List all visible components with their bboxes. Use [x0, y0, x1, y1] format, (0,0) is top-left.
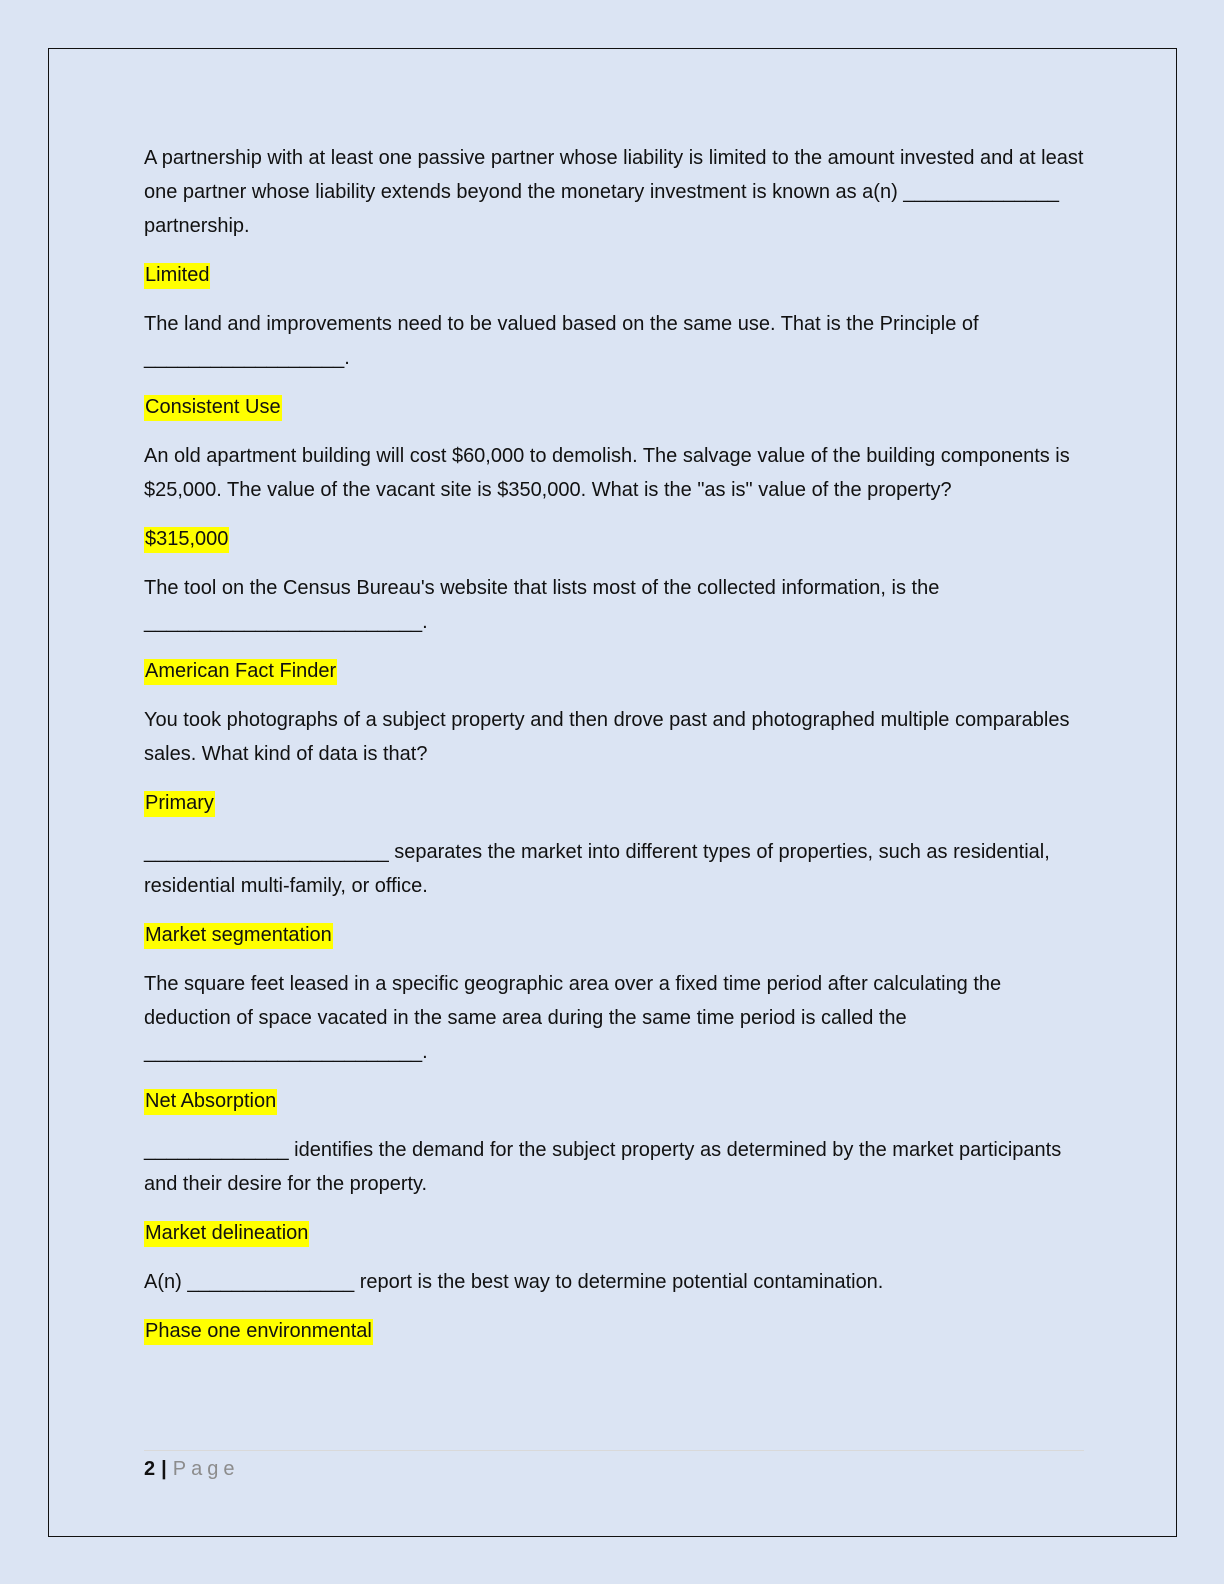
answer-highlight: Market delineation	[144, 1216, 1084, 1250]
question-text: An old apartment building will cost $60,000 to demolish. The salvage value of the building components is $25,000. The value of the vacant site is $350,000. What is the "as is" value of the property?	[144, 445, 1070, 501]
answer-highlight: $315,000	[144, 522, 1084, 556]
question-text: You took photographs of a subject property and then drove past and photographed multiple comparables sales. What kind of data is that?	[144, 709, 1070, 765]
page-footer	[144, 1455, 239, 1483]
answer-highlight: American Fact Finder	[144, 654, 1084, 688]
question-text: _____________ identifies the demand for the subject property as determined by the market participants and their desire for the property.	[144, 1139, 1062, 1195]
answer-highlight: Consistent Use	[144, 390, 1084, 424]
answer-highlight: Market segmentation	[144, 918, 1084, 952]
question-text: A(n) _______________ report is the best way to determine potential contamination.	[144, 1271, 884, 1293]
answer-highlight: Net Absorption	[144, 1084, 1084, 1118]
answer-highlight: Limited	[144, 258, 1084, 292]
document-body	[144, 141, 1084, 1363]
question-text: The square feet leased in a specific geographic area over a fixed time period after calculating the deduction of space vacated in the same area during the same time period is called the _________________________.	[144, 973, 1002, 1063]
question-text: The tool on the Census Bureau's website that lists most of the collected information, is the _________________________.	[144, 577, 940, 633]
page-label: Page	[172, 1458, 240, 1480]
question-text: The land and improvements need to be valued based on the same use. That is the Principle of __________________.	[144, 313, 979, 369]
answer-highlight: Phase one environmental	[144, 1314, 1084, 1348]
question-text: ______________________ separates the market into different types of properties, such as residential, residential multi-family, or office.	[144, 841, 1050, 897]
footer-divider	[144, 1450, 1084, 1451]
footer-separator: |	[161, 1458, 167, 1480]
question-text: A partnership with at least one passive partner whose liability is limited to the amount invested and at least one partner whose liability extends beyond the monetary investment is known as a(n) ______________ partnership.	[144, 147, 1084, 237]
answer-highlight: Primary	[144, 786, 1084, 820]
page-number: 2	[144, 1458, 156, 1480]
